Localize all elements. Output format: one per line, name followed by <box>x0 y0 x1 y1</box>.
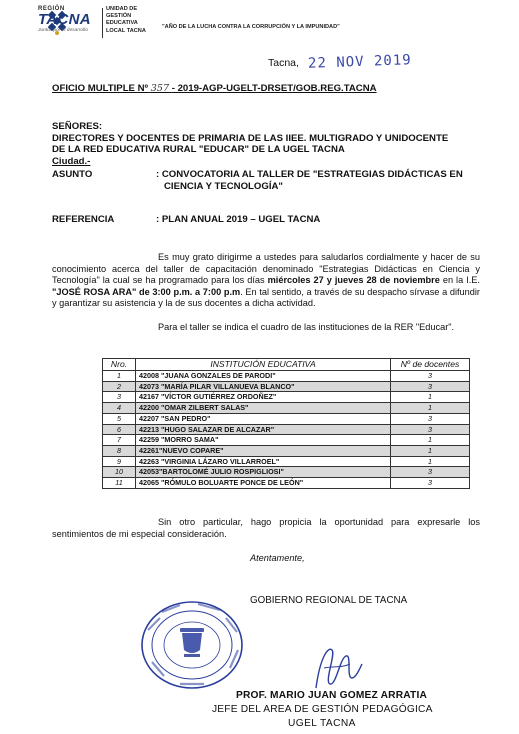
row-docentes: 3 <box>391 467 470 478</box>
referencia-text: : PLAN ANUAL 2019 – UGEL TACNA <box>156 214 321 225</box>
body-text: Es muy grato dirigirme a ustedes para saludarlos cordialmente y hacer de su conocimiento acerca del taller de capacitación denominado "Estrategias Didácticas en Ciencia y Tecnología" la cual se ha programado para los días <box>52 252 480 286</box>
official-seal-stamp <box>140 600 244 690</box>
table-row <box>103 381 470 392</box>
oficio-suffix: - 2019-AGP-UGELT-DRSET/GOB.REG.TACNA <box>171 83 377 94</box>
year-motto: "AÑO DE LA LUCHA CONTRA LA CORRUPCIÓN Y LA IMPUNIDAD" <box>162 24 340 30</box>
table-row <box>103 403 470 414</box>
table-row <box>103 467 470 478</box>
table-intro: Para el taller se indica el cuadro de las instituciones de la RER "Educar". <box>158 322 455 332</box>
unit-line: EDUCATIVA <box>106 20 138 27</box>
row-number: 11 <box>103 478 136 489</box>
col-header-docentes: Nº de docentes <box>391 359 470 371</box>
row-number: 3 <box>103 392 136 403</box>
table-row <box>103 445 470 456</box>
row-institution: 42008 "JUANA GONZALES DE PARODI" <box>136 371 391 382</box>
row-number: 7 <box>103 435 136 446</box>
row-docentes: 1 <box>391 445 470 456</box>
body-text: . En tal sentido, a través de su despacho sírvase a difundir y garantizar su asistencia y la de sus docentes a dicha actividad. <box>52 286 480 309</box>
body-paragraph <box>52 252 480 310</box>
row-number: 6 <box>103 424 136 435</box>
institutions-table <box>102 358 470 489</box>
row-number: 10 <box>103 467 136 478</box>
oficio-reference <box>52 83 377 94</box>
table-header-row <box>103 359 470 371</box>
signatory-name: PROF. MARIO JUAN GOMEZ ARRATIA <box>236 690 428 701</box>
table-row <box>103 392 470 403</box>
logo-region-label: REGIÓN <box>38 6 65 12</box>
row-institution: 42261"NUEVO COPARE" <box>136 445 391 456</box>
table-row <box>103 478 470 489</box>
addressee-block <box>52 121 492 167</box>
header-divider <box>102 8 103 38</box>
asunto-line: : CONVOCATORIA AL TALLER DE "ESTRATEGIAS DIDÁCTICAS EN <box>156 169 463 180</box>
table-row <box>103 371 470 382</box>
oficio-prefix: OFICIO MULTIPLE Nº <box>52 83 149 94</box>
body-venue-time: "JOSÉ ROSA ARA" de 3:00 p.m. a 7:00 p.m <box>52 286 241 297</box>
addressee-line: DE LA RED EDUCATIVA RURAL "EDUCAR" DE LA UGEL TACNA <box>52 144 345 156</box>
issuing-entity: GOBIERNO REGIONAL DE TACNA <box>250 595 408 606</box>
logo-tagline: Juntos por el desarrollo <box>38 28 88 33</box>
row-number: 8 <box>103 445 136 456</box>
closing-paragraph: Sin otro particular, hago propicia la oportunidad para expresarle los sentimientos de mi especial consideración. <box>52 517 480 539</box>
handwritten-signature <box>306 638 366 698</box>
row-number: 5 <box>103 413 136 424</box>
row-institution: 42263 "VIRGINIA LÁZARO VILLARROEL" <box>136 456 391 467</box>
asunto-line: CIENCIA Y TECNOLOGÍA" <box>164 180 283 192</box>
body-text: en la I.E. <box>439 275 480 286</box>
asunto-text <box>156 169 486 192</box>
referencia-label: REFERENCIA <box>52 214 115 225</box>
row-institution: 42259 "MORRO SAMA" <box>136 435 391 446</box>
signatory-unit: UGEL TACNA <box>288 718 356 729</box>
addressee-city: Ciudad.- <box>52 155 91 167</box>
logo-region-name: TACNA <box>38 11 91 28</box>
row-docentes: 3 <box>391 413 470 424</box>
row-institution: 42073 "MARÍA PILAR VILLANUEVA BLANCO" <box>136 381 391 392</box>
row-docentes: 3 <box>391 424 470 435</box>
table-row <box>103 413 470 424</box>
col-header-institucion: INSTITUCIÓN EDUCATIVA <box>136 359 391 371</box>
row-institution: 42213 "HUGO SALAZAR DE ALCAZAR" <box>136 424 391 435</box>
row-number: 2 <box>103 381 136 392</box>
row-institution: 42207 "SAN PEDRO" <box>136 413 391 424</box>
row-institution: 42053"BARTOLOMÉ JULIO ROSPIGLIOSI" <box>136 467 391 478</box>
table-row <box>103 435 470 446</box>
row-docentes: 1 <box>391 392 470 403</box>
col-header-nro: Nro. <box>103 359 136 371</box>
row-number: 1 <box>103 371 136 382</box>
unit-line: LOCAL TACNA <box>106 27 146 34</box>
oficio-number: 357 <box>150 83 170 94</box>
row-docentes: 1 <box>391 403 470 414</box>
row-number: 9 <box>103 456 136 467</box>
table-row <box>103 456 470 467</box>
date-stamp: 22 NOV 2019 <box>307 52 412 72</box>
row-number: 4 <box>103 403 136 414</box>
row-institution: 42065 "RÓMULO BOLUARTE PONCE DE LEÓN" <box>136 478 391 489</box>
row-docentes: 3 <box>391 381 470 392</box>
addressee-line: SEÑORES: <box>52 121 103 132</box>
body-dates: miércoles 27 y jueves 28 de noviembre <box>267 275 440 286</box>
addressee-line: DIRECTORES Y DOCENTES DE PRIMARIA DE LAS IIEE. MULTIGRADO Y UNIDOCENTE <box>52 132 449 144</box>
row-institution: 42167 "VÍCTOR GUTIÉRREZ ORDOÑEZ" <box>136 392 391 403</box>
unit-name <box>106 6 146 35</box>
unit-line: GESTIÓN <box>106 13 132 20</box>
row-docentes: 1 <box>391 435 470 446</box>
signatory-role: JEFE DEL AREA DE GESTIÓN PEDAGÓGICA <box>212 704 433 715</box>
closing-salutation: Atentamente, <box>250 553 305 563</box>
row-docentes: 3 <box>391 478 470 489</box>
row-docentes: 1 <box>391 456 470 467</box>
date-city: Tacna, <box>268 57 299 69</box>
unit-line: UNIDAD DE <box>106 6 138 12</box>
row-institution: 42200 "OMAR ZILBERT SALAS" <box>136 403 391 414</box>
asunto-label: ASUNTO <box>52 169 93 180</box>
table-row <box>103 424 470 435</box>
row-docentes: 3 <box>391 371 470 382</box>
